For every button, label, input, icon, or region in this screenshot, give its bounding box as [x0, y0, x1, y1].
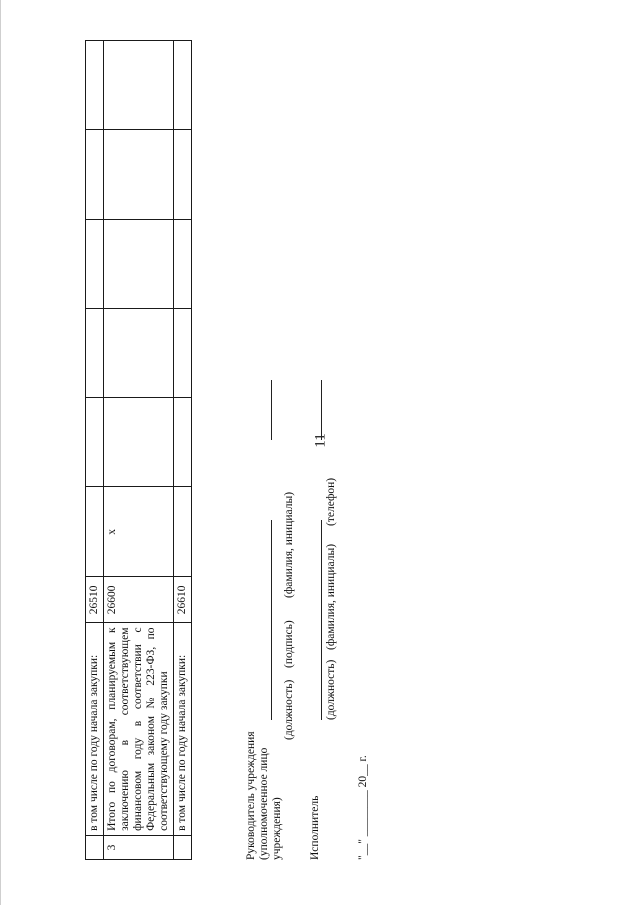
- head-title-line3: учреждения): [271, 797, 283, 860]
- executor-label: Исполнитель: [309, 795, 321, 860]
- value-cell: [104, 41, 174, 130]
- head-signature-line: [271, 520, 272, 720]
- date-line: "__" ________ 20__ г.: [357, 755, 369, 860]
- row-code-cell: 26610: [174, 577, 192, 623]
- row-code-cell: 26510: [86, 577, 104, 623]
- table-row: [86, 41, 104, 860]
- executor-signature-line-end: [321, 380, 322, 440]
- value-cell: [174, 41, 192, 130]
- value-cell: [86, 41, 104, 130]
- value-cell: [174, 398, 192, 487]
- row-label-cell: Итого по договорам, планируемым к заключению в соответствующем финансовом году в соответствии с Федеральным законом № 223-ФЗ, по соответствующему году закупки: [104, 623, 174, 835]
- value-cell: [104, 308, 174, 397]
- value-cell: [174, 487, 192, 577]
- head-title-line2: (уполномоченное лицо: [258, 747, 270, 860]
- table-row: [174, 41, 192, 860]
- row-number-cell: 3: [104, 835, 174, 859]
- row-number-cell: [86, 835, 104, 859]
- row-label-cell: в том числе по году начала закупки:: [174, 623, 192, 835]
- table-row: [104, 41, 174, 860]
- head-sign-caption: (подпись): [283, 620, 295, 668]
- value-cell: [104, 219, 174, 308]
- value-cell: [86, 308, 104, 397]
- value-cell: [104, 130, 174, 219]
- page-number: 11: [312, 433, 329, 448]
- scan-edge: [0, 0, 1, 905]
- value-cell: [174, 130, 192, 219]
- value-cell: [86, 130, 104, 219]
- row-code-cell: 26600: [104, 577, 174, 623]
- value-cell: [174, 219, 192, 308]
- head-signature-line-end: [271, 380, 272, 440]
- executor-signature-line: [321, 520, 322, 720]
- head-title-line1: Руководитель учреждения: [245, 731, 257, 860]
- executor-phone-caption: (телефон): [325, 477, 337, 526]
- row-label-cell: в том числе по году начала закупки:: [86, 623, 104, 835]
- value-cell: [86, 398, 104, 487]
- value-cell-mark: x: [104, 487, 174, 577]
- rotated-page-content: [85, 40, 385, 860]
- row-number-cell: [174, 835, 192, 859]
- executor-position-caption: (должность): [325, 659, 337, 720]
- executor-name-caption: (фамилия, инициалы): [325, 543, 337, 650]
- head-name-caption: (фамилия, инициалы): [283, 491, 295, 598]
- value-cell: [104, 398, 174, 487]
- budget-table: [85, 40, 192, 860]
- value-cell: [174, 308, 192, 397]
- value-cell: [86, 219, 104, 308]
- head-position-caption: (должность): [283, 679, 295, 740]
- value-cell: [86, 487, 104, 577]
